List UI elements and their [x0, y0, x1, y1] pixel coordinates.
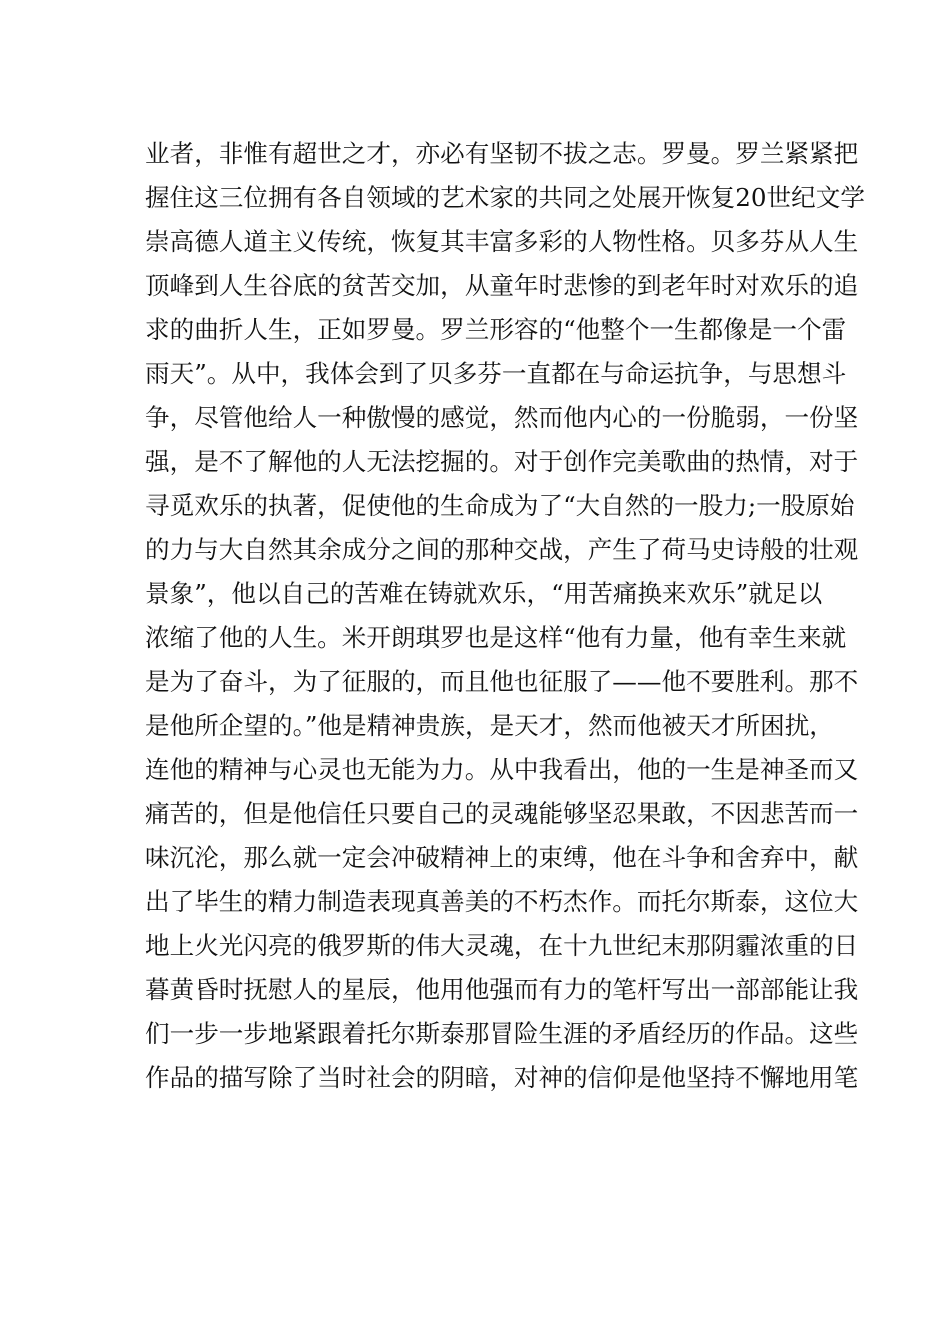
text-line: 作品的描写除了当时社会的阴暗，对神的信仰是他坚持不懈地用笔	[145, 1063, 859, 1092]
text-line: 痛苦的，但是他信任只要自己的灵魂能够坚忍果敢，不因悲苦而一	[145, 799, 859, 828]
text-line: 连他的精神与心灵也无能为力。从中我看出，他的一生是神圣而又	[145, 755, 859, 784]
text-line: 求的曲折人生，正如罗曼。罗兰形容的“他整个一生都像是一个雷	[145, 315, 847, 344]
text-line: 业者，非惟有超世之才，亦必有坚韧不拔之志。罗曼。罗兰紧紧把	[145, 139, 859, 168]
text-line: 出了毕生的精力制造表现真善美的不朽杰作。而托尔斯泰，这位大	[145, 887, 859, 916]
text-line: 地上火光闪亮的俄罗斯的伟大灵魂，在十九世纪末那阴霾浓重的日	[145, 931, 859, 960]
text-line: 顶峰到人生谷底的贫苦交加，从童年时悲惨的到老年时对欢乐的追	[145, 271, 859, 300]
text-line: 是他所企望的。”他是精神贵族，是天才，然而他被天才所困扰，	[145, 711, 834, 740]
text-line: 是为了奋斗，为了征服的，而且他也征服了——他不要胜利。那不	[145, 667, 859, 696]
text-line: 的力与大自然其余成分之间的那种交战，产生了荷马史诗般的壮观	[145, 535, 859, 564]
text-line: 味沉沦，那么就一定会冲破精神上的束缚，他在斗争和舍弃中，献	[145, 843, 859, 872]
text-line: 崇高德人道主义传统，恢复其丰富多彩的人物性格。贝多芬从人生	[145, 227, 859, 256]
body-text	[145, 132, 865, 1100]
text-line: 浓缩了他的人生。米开朗琪罗也是这样“他有力量，他有幸生来就	[145, 623, 847, 652]
text-line: 雨天”。从中，我体会到了贝多芬一直都在与命运抗争，与思想斗	[145, 359, 847, 388]
text-line: 强，是不了解他的人无法挖掘的。对于创作完美歌曲的热情，对于	[145, 447, 859, 476]
text-line: 寻觅欢乐的执著，促使他的生命成为了“大自然的一股力;一股原始	[145, 491, 855, 520]
text-line: 握住这三位拥有各自领域的艺术家的共同之处展开恢复20世纪文学	[145, 183, 865, 212]
text-line: 暮黄昏时抚慰人的星辰，他用他强而有力的笔杆写出一部部能让我	[145, 975, 859, 1004]
text-line: 争，尽管他给人一种傲慢的感觉，然而他内心的一份脆弱，一份坚	[145, 403, 859, 432]
text-line: 景象”，他以自己的苦难在铸就欢乐，“用苦痛换来欢乐”就足以	[145, 579, 823, 608]
text-line: 们一步一步地紧跟着托尔斯泰那冒险生涯的矛盾经历的作品。这些	[145, 1019, 859, 1048]
